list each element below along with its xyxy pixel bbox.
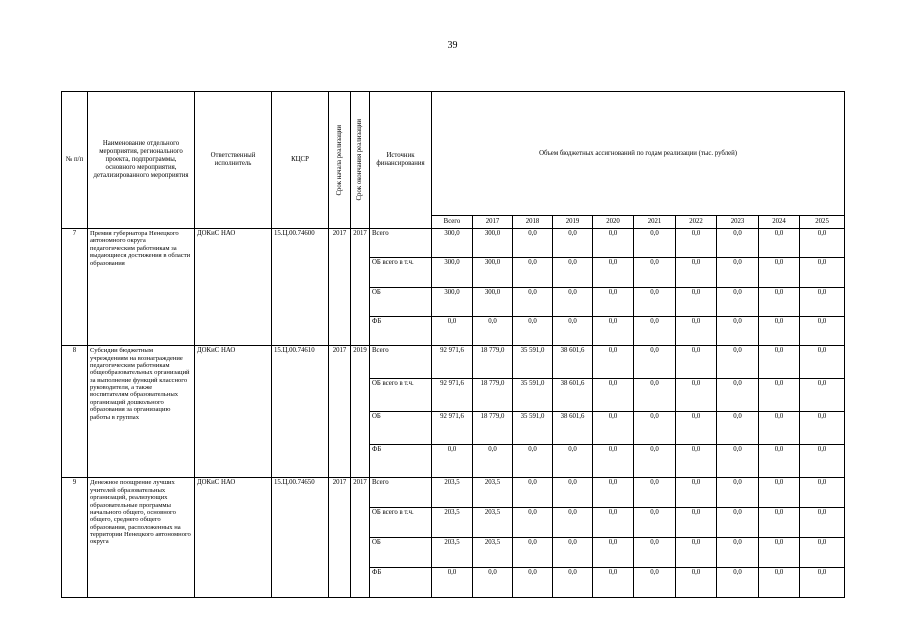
value-cell: 203,5 xyxy=(473,478,513,508)
table-row xyxy=(62,478,845,508)
row-kcsr: 15.Ц.00.74650 xyxy=(272,478,329,598)
value-cell: 0,0 xyxy=(676,287,717,316)
value-cell: 0,0 xyxy=(717,445,759,478)
value-cell: 35 591,0 xyxy=(513,412,553,445)
value-cell: 0,0 xyxy=(634,379,676,412)
value-cell: 18 779,0 xyxy=(473,412,513,445)
row-start: 2017 xyxy=(329,229,351,346)
value-cell: 0,0 xyxy=(432,568,473,598)
value-cell: 0,0 xyxy=(473,445,513,478)
value-cell: 0,0 xyxy=(800,346,845,379)
source-label: ФБ xyxy=(370,445,432,478)
value-cell: 203,5 xyxy=(432,478,473,508)
value-cell: 300,0 xyxy=(473,287,513,316)
value-cell: 0,0 xyxy=(717,346,759,379)
value-cell: 0,0 xyxy=(759,478,800,508)
value-cell: 92 971,6 xyxy=(432,412,473,445)
value-cell: 0,0 xyxy=(634,568,676,598)
value-cell: 0,0 xyxy=(593,568,634,598)
row-name: Субсидии бюджетным учреждениям на вознаграждение педагогическим работникам общеобразовательных организаций за выполнение функций классного руководителя, а также воспитателям образовательных организаций дошкольного образования за организацию работы в группах xyxy=(88,346,195,478)
source-label: ФБ xyxy=(370,316,432,345)
year-header: Всего xyxy=(432,216,473,229)
value-cell: 0,0 xyxy=(634,287,676,316)
value-cell: 0,0 xyxy=(593,229,634,258)
value-cell: 0,0 xyxy=(676,258,717,287)
source-label: ОБ xyxy=(370,412,432,445)
row-name: Премия губернатора Ненецкого автономного округа педагогическим работникам за выдающиеся достижения в области образования xyxy=(88,229,195,346)
value-cell: 35 591,0 xyxy=(513,346,553,379)
row-end: 2017 xyxy=(351,229,370,346)
value-cell: 0,0 xyxy=(717,258,759,287)
value-cell: 0,0 xyxy=(800,508,845,538)
source-label: Всего xyxy=(370,346,432,379)
value-cell: 0,0 xyxy=(593,346,634,379)
header-no: № п/п xyxy=(62,92,88,229)
value-cell: 0,0 xyxy=(553,287,593,316)
value-cell: 0,0 xyxy=(513,508,553,538)
value-cell: 300,0 xyxy=(432,287,473,316)
value-cell: 0,0 xyxy=(759,258,800,287)
value-cell: 0,0 xyxy=(634,538,676,568)
value-cell: 0,0 xyxy=(759,316,800,345)
value-cell: 0,0 xyxy=(800,445,845,478)
value-cell: 0,0 xyxy=(759,568,800,598)
value-cell: 0,0 xyxy=(553,229,593,258)
value-cell: 0,0 xyxy=(593,412,634,445)
value-cell: 300,0 xyxy=(432,258,473,287)
value-cell: 0,0 xyxy=(717,229,759,258)
source-label: ОБ всего в т.ч. xyxy=(370,379,432,412)
value-cell: 0,0 xyxy=(800,478,845,508)
value-cell: 0,0 xyxy=(759,445,800,478)
value-cell: 0,0 xyxy=(759,379,800,412)
value-cell: 0,0 xyxy=(717,508,759,538)
value-cell: 0,0 xyxy=(553,445,593,478)
source-label: ОБ всего в т.ч. xyxy=(370,258,432,287)
value-cell: 0,0 xyxy=(593,379,634,412)
value-cell: 0,0 xyxy=(717,412,759,445)
header-kcsr: КЦСР xyxy=(272,92,329,229)
value-cell: 0,0 xyxy=(513,445,553,478)
value-cell: 0,0 xyxy=(593,445,634,478)
value-cell: 0,0 xyxy=(676,379,717,412)
value-cell: 0,0 xyxy=(759,229,800,258)
value-cell: 0,0 xyxy=(717,568,759,598)
source-label: ФБ xyxy=(370,568,432,598)
value-cell: 0,0 xyxy=(759,538,800,568)
value-cell: 0,0 xyxy=(634,229,676,258)
value-cell: 0,0 xyxy=(432,316,473,345)
value-cell: 203,5 xyxy=(432,538,473,568)
value-cell: 0,0 xyxy=(634,346,676,379)
value-cell: 0,0 xyxy=(759,508,800,538)
row-number: 8 xyxy=(62,346,88,478)
header-executor: Ответственный исполнитель xyxy=(195,92,272,229)
value-cell: 0,0 xyxy=(634,508,676,538)
value-cell: 0,0 xyxy=(676,412,717,445)
value-cell: 0,0 xyxy=(634,478,676,508)
header-end xyxy=(351,92,370,229)
value-cell: 0,0 xyxy=(676,538,717,568)
source-label: Всего xyxy=(370,229,432,258)
value-cell: 0,0 xyxy=(800,316,845,345)
value-cell: 0,0 xyxy=(553,508,593,538)
value-cell: 0,0 xyxy=(800,287,845,316)
source-label: Всего xyxy=(370,478,432,508)
row-kcsr: 15.Ц.00.74610 xyxy=(272,346,329,478)
value-cell: 0,0 xyxy=(676,316,717,345)
source-label: ОБ xyxy=(370,287,432,316)
value-cell: 0,0 xyxy=(553,478,593,508)
value-cell: 0,0 xyxy=(676,445,717,478)
value-cell: 0,0 xyxy=(634,445,676,478)
table-body xyxy=(62,229,845,598)
header-source: Источник финансирования xyxy=(370,92,432,229)
value-cell: 0,0 xyxy=(593,287,634,316)
value-cell: 0,0 xyxy=(553,258,593,287)
value-cell: 0,0 xyxy=(717,379,759,412)
value-cell: 0,0 xyxy=(800,412,845,445)
value-cell: 0,0 xyxy=(800,379,845,412)
value-cell: 300,0 xyxy=(473,229,513,258)
year-header: 2022 xyxy=(676,216,717,229)
table-row xyxy=(62,346,845,379)
row-end: 2019 xyxy=(351,346,370,478)
value-cell: 0,0 xyxy=(513,287,553,316)
header-end-label: Срок окончания реализации xyxy=(356,119,364,201)
header-start-label: Срок начала реализации xyxy=(335,124,343,196)
value-cell: 18 779,0 xyxy=(473,346,513,379)
year-header: 2020 xyxy=(593,216,634,229)
value-cell: 0,0 xyxy=(634,316,676,345)
value-cell: 0,0 xyxy=(800,538,845,568)
value-cell: 0,0 xyxy=(717,478,759,508)
source-label: ОБ xyxy=(370,538,432,568)
row-number: 9 xyxy=(62,478,88,598)
value-cell: 0,0 xyxy=(553,568,593,598)
value-cell: 0,0 xyxy=(676,229,717,258)
value-cell: 0,0 xyxy=(513,229,553,258)
value-cell: 0,0 xyxy=(513,478,553,508)
year-header: 2024 xyxy=(759,216,800,229)
year-header: 2017 xyxy=(473,216,513,229)
value-cell: 0,0 xyxy=(553,538,593,568)
value-cell: 0,0 xyxy=(513,258,553,287)
table-row xyxy=(62,229,845,258)
value-cell: 0,0 xyxy=(717,287,759,316)
value-cell: 0,0 xyxy=(553,316,593,345)
value-cell: 0,0 xyxy=(717,316,759,345)
value-cell: 0,0 xyxy=(513,538,553,568)
row-executor: ДОКиС НАО xyxy=(195,229,272,346)
value-cell: 0,0 xyxy=(593,478,634,508)
value-cell: 0,0 xyxy=(473,568,513,598)
value-cell: 300,0 xyxy=(473,258,513,287)
value-cell: 0,0 xyxy=(593,508,634,538)
year-header: 2018 xyxy=(513,216,553,229)
value-cell: 0,0 xyxy=(513,568,553,598)
row-executor: ДОКиС НАО xyxy=(195,346,272,478)
value-cell: 0,0 xyxy=(800,568,845,598)
value-cell: 0,0 xyxy=(513,316,553,345)
value-cell: 38 601,6 xyxy=(553,379,593,412)
row-name: Денежное поощрение лучших учителей образовательных организаций, реализующих образовательные программы начального общего, основного общего, среднего общего образования, расположенных на территории Ненецкого автономного округа xyxy=(88,478,195,598)
value-cell: 0,0 xyxy=(759,412,800,445)
header-volume: Объем бюджетных ассигнований по годам реализации (тыс. рублей) xyxy=(432,92,845,216)
year-header: 2025 xyxy=(800,216,845,229)
value-cell: 0,0 xyxy=(717,538,759,568)
value-cell: 0,0 xyxy=(676,346,717,379)
value-cell: 0,0 xyxy=(676,568,717,598)
value-cell: 0,0 xyxy=(676,508,717,538)
value-cell: 0,0 xyxy=(593,316,634,345)
row-start: 2017 xyxy=(329,346,351,478)
value-cell: 203,5 xyxy=(473,538,513,568)
value-cell: 0,0 xyxy=(800,258,845,287)
year-header: 2021 xyxy=(634,216,676,229)
value-cell: 18 779,0 xyxy=(473,379,513,412)
value-cell: 0,0 xyxy=(800,229,845,258)
row-executor: ДОКиС НАО xyxy=(195,478,272,598)
value-cell: 38 601,6 xyxy=(553,412,593,445)
value-cell: 0,0 xyxy=(759,287,800,316)
value-cell: 0,0 xyxy=(593,258,634,287)
value-cell: 35 591,0 xyxy=(513,379,553,412)
row-end: 2017 xyxy=(351,478,370,598)
page-number: 39 xyxy=(447,40,458,51)
source-label: ОБ всего в т.ч. xyxy=(370,508,432,538)
header-name: Наименование отдельного мероприятия, регионального проекта, подпрограммы, основного мероприятия, детализированного мероприятия xyxy=(88,92,195,229)
value-cell: 92 971,6 xyxy=(432,379,473,412)
value-cell: 0,0 xyxy=(759,346,800,379)
value-cell: 0,0 xyxy=(473,316,513,345)
row-start: 2017 xyxy=(329,478,351,598)
year-header: 2023 xyxy=(717,216,759,229)
value-cell: 0,0 xyxy=(634,258,676,287)
value-cell: 0,0 xyxy=(634,412,676,445)
value-cell: 0,0 xyxy=(432,445,473,478)
value-cell: 0,0 xyxy=(676,478,717,508)
year-header: 2019 xyxy=(553,216,593,229)
value-cell: 203,5 xyxy=(473,508,513,538)
budget-table xyxy=(61,91,845,598)
row-kcsr: 15.Ц.00.74600 xyxy=(272,229,329,346)
header-start xyxy=(329,92,351,229)
value-cell: 300,0 xyxy=(432,229,473,258)
value-cell: 203,5 xyxy=(432,508,473,538)
value-cell: 92 971,6 xyxy=(432,346,473,379)
value-cell: 0,0 xyxy=(593,538,634,568)
row-number: 7 xyxy=(62,229,88,346)
value-cell: 38 601,6 xyxy=(553,346,593,379)
